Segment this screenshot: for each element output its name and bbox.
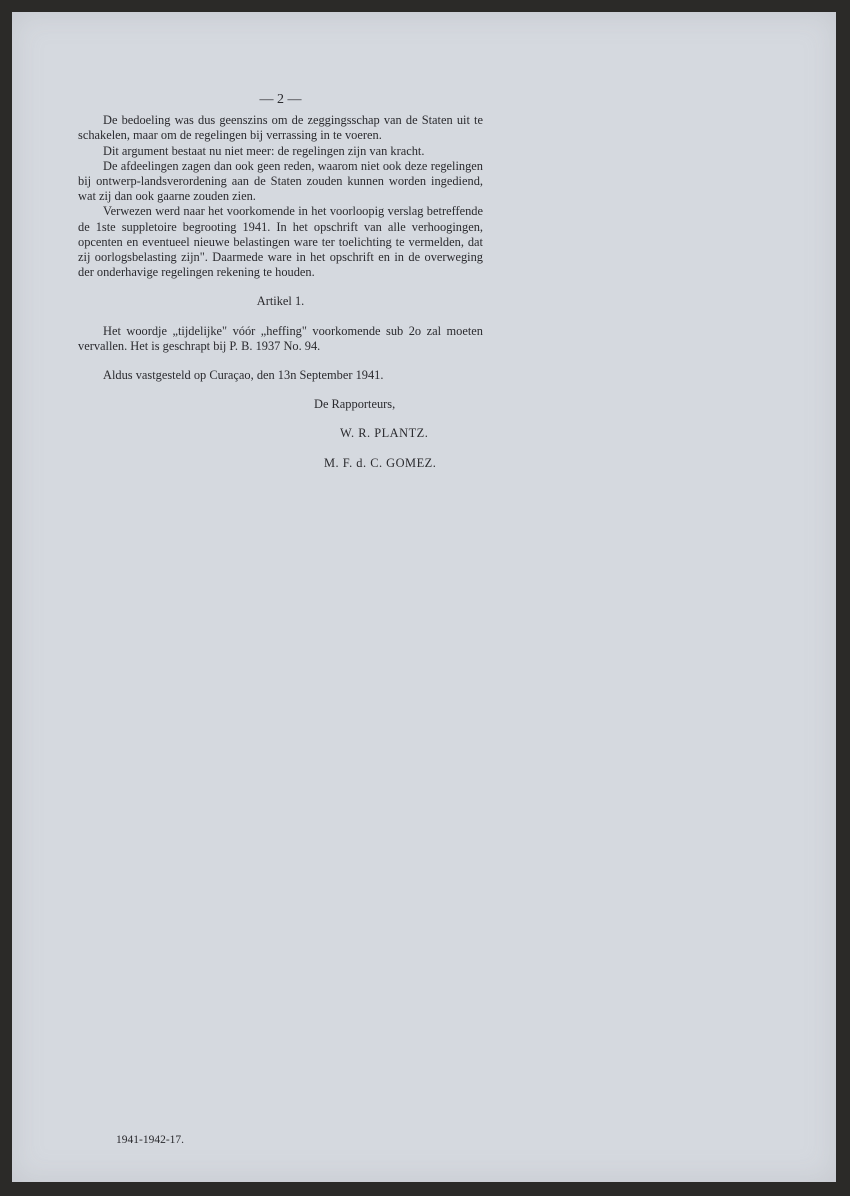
page-number: — 2 —	[259, 92, 302, 107]
signatory-plantz: W. R. PLANTZ.	[340, 426, 429, 441]
footer-code: 1941-1942-17.	[116, 1134, 185, 1146]
paragraph: De afdeelingen zagen dan ook geen reden, waarom niet ook deze regelingen bij ontwerp-landsverordening aan de Staten zouden kunnen worden ingediend, wat zij dan ook gaarne zouden zien.	[78, 158, 483, 204]
paragraph: De bedoeling was dus geenszins om de zeggingsschap van de Staten uit te schakelen, maar om de regelingen bij verrassing in te voeren.	[78, 113, 483, 143]
rapporteurs-label: De Rapporteurs,	[314, 397, 396, 412]
document-page	[12, 12, 836, 1182]
artikel-heading: Artikel 1.	[256, 294, 305, 309]
paragraph: Dit argument bestaat nu niet meer: de regelingen zijn van kracht.	[103, 143, 425, 158]
paragraph: Verwezen werd naar het voorkomende in het voorloopig verslag betreffende de 1ste suppletoire begrooting 1941. In het opschrift van alle verhoogingen, opcenten en eventueel nieuwe belastingen ware ter toelichting te vermelden, dat zij oorlogsbelasting zijn". Daarmede ware in het opschrift en in de overweging der onderhavige regelingen rekening te houden.	[78, 204, 483, 280]
document-body	[78, 92, 483, 471]
closing-line: Aldus vastgesteld op Curaçao, den 13n September 1941.	[103, 368, 384, 383]
body-paragraphs	[78, 113, 483, 280]
artikel-body: Het woordje „tijdelijke" vóór „heffing" voorkomende sub 2o zal moeten vervallen. Het is geschrapt bij P. B. 1937 No. 94.	[78, 323, 483, 353]
signatory-gomez: M. F. d. C. GOMEZ.	[324, 455, 437, 470]
